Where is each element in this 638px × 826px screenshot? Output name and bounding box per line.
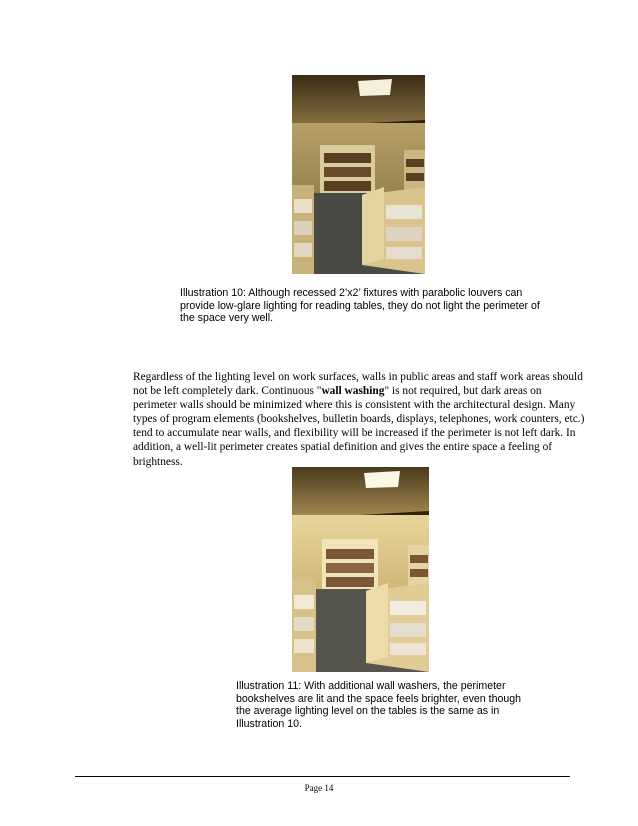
page-number: Page 14 [304, 783, 334, 793]
footer-divider [75, 776, 570, 777]
library-interior-bright-image [292, 467, 429, 672]
body-text-after: " is not required, but dark areas on perimeter walls should be minimized where this is consistent with the architectural design. Many types of program elements (bookshelves, bulletin boards, displays, telephones, work counters, etc.) tend to accumulate near walls, and flexibility will be increased if the perimeter is not left dark. In addition, a well-lit perimeter creates spatial definition and gives the entire space a feeling of brightness. [133, 385, 585, 468]
wall-washing-emphasis: wall washing [321, 385, 385, 398]
library-interior-dim-image [292, 75, 425, 274]
body-paragraph [133, 370, 585, 469]
illustration-10-photo [292, 75, 425, 274]
body-text-before: Regardless of the lighting level on work surfaces, walls in public areas and staff work areas should not be left completely dark. Continuous " [133, 371, 583, 398]
illustration-10-caption: Illustration 10: Although recessed 2’x2’ fixtures with parabolic louvers can provide low-glare lighting for reading tables, they do not light the perimeter of the space very well. [180, 287, 540, 324]
illustration-11-caption: Illustration 11: With additional wall washers, the perimeter bookshelves are lit and the space feels brighter, even though the average lighting level on the tables is the same as in Illustration 10. [236, 680, 522, 730]
illustration-11-photo [292, 467, 429, 672]
